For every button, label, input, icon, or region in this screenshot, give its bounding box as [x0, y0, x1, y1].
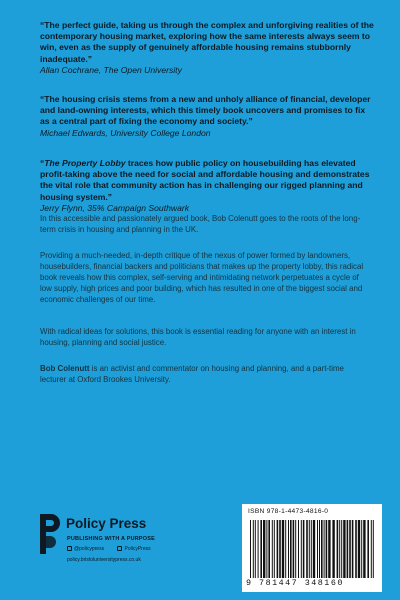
barcode-bar — [277, 520, 279, 578]
barcode-bar — [285, 520, 286, 578]
barcode-bar — [347, 520, 349, 578]
facebook-icon — [117, 546, 122, 551]
barcode-bar — [260, 520, 262, 578]
barcode-bar — [301, 520, 302, 578]
quote-text-rest: traces how public policy on housebuilding has elevated profit-taking above the need for social and affordable housing and demonstrates the vital role that community action has in challenging our rigged planning and housing system.” — [40, 158, 370, 202]
barcode-bar — [279, 520, 281, 578]
book-title: The Property Lobby — [44, 158, 126, 168]
quote-text: “The housing crisis stems from a new and unholy alliance of financial, developer and land-owning interests, which this timely book uncovers and promises to fix as a central part of fixing the economy and society.” — [40, 94, 371, 127]
barcode-bar — [355, 520, 357, 578]
endorsement-quote-1 — [40, 20, 376, 76]
barcode-bar — [373, 520, 374, 578]
barcode-bar — [295, 520, 296, 578]
barcode-bar — [313, 520, 315, 578]
barcode-bar — [268, 520, 270, 578]
blurb-paragraph-2: Providing a much-needed, in-depth critique of the nexus of power formed by landowners, housebuilders, financial backers and politicians that makes up the property lobby, this radical book reveals how this complex, self-serving and intimidating network perpetuates a cycle of low supply, high prices and poor building, which has resulted in one of the biggest social and economic challenges of our time. — [40, 251, 364, 304]
barcode-bar — [358, 520, 360, 578]
twitter-handle: @policypress — [67, 546, 110, 552]
quote-source: Michael Edwards, University College London — [40, 127, 211, 138]
barcode-bar — [253, 520, 254, 578]
barcode-bar — [328, 520, 330, 578]
barcode-bar — [311, 520, 312, 578]
barcode-bar — [309, 520, 310, 578]
blurb-paragraph-1: In this accessible and passionately argued book, Bob Colenutt goes to the roots of the long-term crisis in housing and planning in the UK. — [40, 214, 361, 234]
barcode-bar — [332, 520, 334, 578]
facebook-handle: PolicyPress — [117, 546, 156, 552]
publisher-tagline: PUBLISHING WITH A PURPOSE — [67, 536, 156, 542]
policy-press-logo-icon — [40, 514, 60, 554]
isbn-barcode — [242, 504, 382, 592]
barcode-bar — [293, 520, 295, 578]
barcode-bar — [258, 520, 259, 578]
barcode-bar — [326, 520, 328, 578]
barcode-bar — [337, 520, 339, 578]
barcode-bars — [248, 520, 376, 578]
barcode-bar — [266, 520, 267, 578]
quote-source: Allan Cochrane, The Open University — [40, 64, 182, 75]
twitter-icon — [67, 546, 72, 551]
barcode-bar — [343, 520, 345, 578]
quote-source: Jerry Flynn, 35% Campaign Southwark — [40, 202, 190, 213]
barcode-bar — [349, 520, 351, 578]
publisher-url: policy.bristoluniversitypress.co.uk — [67, 557, 141, 563]
barcode-bar — [371, 520, 372, 578]
author-name: Bob Colenutt — [40, 364, 90, 373]
publisher-social — [67, 546, 163, 552]
quote-text: “The perfect guide, taking us through the complex and unforgiving realities of the contemporary housing market, exploring how the same interests always seem to win, even as the supply of genuinely affordable housing remains stubbornly inadequate.” — [40, 20, 374, 64]
author-bio — [40, 363, 364, 385]
quote-text — [40, 158, 376, 203]
barcode-bar — [361, 520, 362, 578]
barcode-bar — [282, 520, 284, 578]
publisher-block — [40, 510, 190, 580]
barcode-bar — [255, 520, 256, 578]
barcode-bar — [288, 520, 289, 578]
barcode-bar — [250, 520, 251, 578]
barcode-bar — [339, 520, 340, 578]
barcode-bar — [317, 520, 318, 578]
barcode-bar — [352, 520, 354, 578]
barcode-digits: 9 781447 348160 — [246, 578, 344, 588]
barcode-bar — [319, 520, 320, 578]
endorsement-quote-3 — [40, 158, 376, 214]
isbn-number: ISBN 978-1-4473-4816-0 — [248, 508, 329, 515]
blurb-paragraph-3: With radical ideas for solutions, this book is essential reading for anyone with an interest in housing, planning and social justice. — [40, 327, 356, 347]
publisher-name: Policy Press — [66, 516, 147, 531]
barcode-bar — [367, 520, 369, 578]
barcode-bar — [306, 520, 308, 578]
open-quote-mark: “ — [40, 158, 45, 168]
endorsement-quote-2 — [40, 94, 376, 139]
barcode-bar — [341, 520, 342, 578]
barcode-bar — [290, 520, 292, 578]
barcode-bar — [272, 520, 273, 578]
author-bio-text: is an activist and commentator on housing and planning, and a part-time lecturer at Oxford Brookes University. — [40, 364, 344, 384]
barcode-bar — [303, 520, 305, 578]
barcode-bar — [274, 520, 275, 578]
barcode-bar — [324, 520, 325, 578]
barcode-bar — [298, 520, 299, 578]
barcode-bar — [363, 520, 365, 578]
barcode-bar — [263, 520, 265, 578]
barcode-bar — [321, 520, 323, 578]
